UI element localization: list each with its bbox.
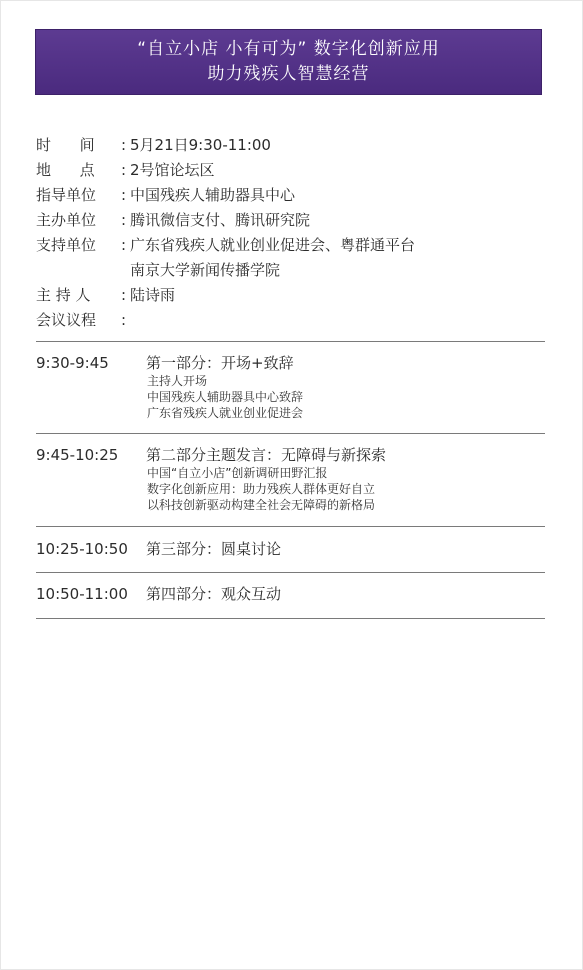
agenda-subitem: 广东省残疾人就业创业促进会	[147, 406, 304, 420]
info-value: 南京大学新闻传播学院	[130, 261, 281, 279]
info-row-guidance: 指导单位 : 中国残疾人辅助器具中心	[36, 183, 546, 208]
info-row-agenda-heading: 会议议程 :	[36, 308, 546, 333]
info-row-support: 支持单位 : 广东省残疾人就业创业促进会、粤群通平台 南京大学新闻传播学院	[36, 233, 546, 283]
info-label: 指导单位	[36, 186, 97, 204]
event-info	[36, 133, 546, 333]
info-label: 时 间	[36, 136, 95, 154]
divider	[36, 618, 545, 619]
agenda-item-3	[36, 539, 545, 559]
agenda-title: 第二部分主题发言：无障碍与新探索	[146, 446, 387, 464]
info-label: 主 持 人	[36, 286, 91, 304]
divider	[36, 433, 545, 434]
info-row-moderator: 主 持 人 : 陆诗雨	[36, 283, 546, 308]
info-value: 中国残疾人辅助器具中心	[130, 186, 296, 204]
agenda-item-4	[36, 584, 545, 604]
info-label: 地 点	[36, 161, 95, 179]
agenda-subitem: 以科技创新驱动构建全社会无障碍的新格局	[147, 498, 376, 512]
agenda-item-1	[36, 353, 545, 421]
agenda-title: 第四部分：观众互动	[146, 585, 282, 603]
divider	[36, 526, 545, 527]
agenda-subitem: 数字化创新应用：助力残疾人群体更好自立	[147, 482, 376, 496]
agenda-time: 10:25-10:50	[36, 540, 128, 558]
info-value: 2号馆论坛区	[130, 161, 215, 179]
agenda-time: 10:50-11:00	[36, 585, 128, 603]
info-label: 主办单位	[36, 211, 97, 229]
info-value: 5月21日9:30-11:00	[130, 136, 271, 154]
divider	[36, 572, 545, 573]
divider	[36, 341, 545, 342]
agenda-subitem: 中国残疾人辅助器具中心致辞	[147, 390, 304, 404]
banner-title-line2: 助力残疾人智慧经营	[207, 64, 370, 84]
info-value: 腾讯微信支付、腾讯研究院	[130, 211, 311, 229]
info-label: 会议议程	[36, 311, 97, 329]
agenda-item-2	[36, 445, 545, 513]
agenda-title: 第三部分：圆桌讨论	[146, 540, 282, 558]
info-value: 广东省残疾人就业创业促进会、粤群通平台	[130, 236, 416, 254]
agenda-title: 第一部分：开场+致辞	[146, 354, 294, 372]
info-row-host-org: 主办单位 : 腾讯微信支付、腾讯研究院	[36, 208, 546, 233]
agenda-subitem: 主持人开场	[147, 374, 208, 388]
agenda-time: 9:30-9:45	[36, 354, 109, 372]
info-row-time: 时 间 : 5月21日9:30-11:00	[36, 133, 546, 158]
info-row-location: 地 点 : 2号馆论坛区	[36, 158, 546, 183]
agenda-subitem: 中国“自立小店”创新调研田野汇报	[147, 466, 328, 480]
info-value: 陆诗雨	[130, 286, 176, 304]
title-banner	[35, 29, 542, 95]
agenda-time: 9:45-10:25	[36, 446, 119, 464]
info-label: 支持单位	[36, 236, 97, 254]
banner-title-line1: “自立小店 小有可为” 数字化创新应用	[137, 39, 440, 59]
